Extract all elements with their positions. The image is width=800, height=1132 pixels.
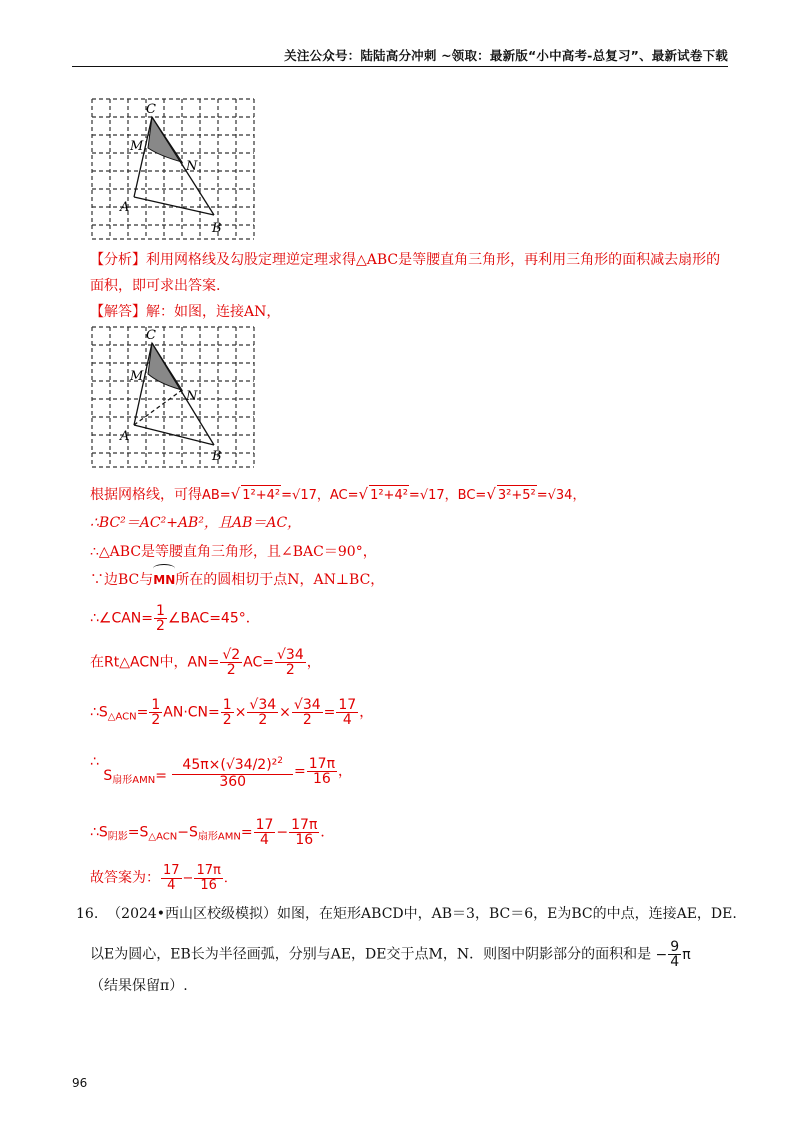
- answer-tag: 【解答】: [90, 304, 146, 320]
- geometry-figure-1: [90, 96, 260, 242]
- page-header: 关注公众号：陆陆高分冲刺 ~领取：最新版“小中高考-总复习”、最新试卷下载: [284, 48, 728, 63]
- label-N: N: [186, 159, 198, 174]
- step-2: ∴BC²＝AC²+AB²，且AB＝AC，: [90, 515, 302, 531]
- step-6: 在Rt△ACN中，AN= $\frac{√2}{2}$ AC= $\frac{√34}{2}$ ，: [90, 647, 321, 678]
- label-B: B: [212, 221, 222, 236]
- label-C: C: [146, 102, 156, 117]
- geometry-figure-2: [90, 324, 260, 470]
- question-16-line-1: 16. （2024•西山区校级模拟）如图，在矩形ABCD中，AB＝3，BC＝6，E为BC的中点，连接AE，DE.: [76, 906, 737, 922]
- step-9: $\therefore S_{阴影}=S_{\triangle ACN}-S_{扇形AMN}=$ $\frac{17}{4}$ − $\frac{17\pi}{16}$ ．: [90, 817, 335, 848]
- final-answer: 故答案为： $\frac{17}{4}$ − $\frac{17\pi}{16}$ ．: [90, 863, 237, 893]
- step-4: ∵边BC与 MN所在的圆相切于点N，AN⊥BC，: [90, 570, 384, 590]
- question-16-line-2: 以E为圆心，EB长为半径画弧，分别与AE，DE交于点M，N．则图中阴影部分的面积和是 − $\frac{9}{4}$ π: [90, 939, 691, 970]
- question-16-line-3: （结果保留π）.: [90, 978, 188, 994]
- label-A: A: [120, 200, 130, 215]
- step-8: ∴ $S_{扇形AMN}=$ $\frac{45\pi\times(√34/2)^2^2}{360}$ = $\frac{17\pi}{16}$ ，: [90, 754, 352, 790]
- question-16-answer: − $\frac{9}{4}$ π: [655, 939, 691, 970]
- step-5: ∴∠CAN= $\frac{1}{2}$ ∠BAC=45°．: [90, 603, 260, 634]
- step-3: ∴△ABC是等腰直角三角形，且∠BAC＝90°，: [90, 544, 377, 560]
- label-M: M: [130, 369, 144, 384]
- step-1: 根据网格线，可得AB=√ 1²+4²=√17，AC=√ 1²+4²=√17，BC=√ 3²+5²=√34，: [90, 484, 585, 506]
- question-number: 16.: [76, 906, 99, 922]
- label-B: B: [212, 449, 222, 464]
- analysis-line-2: 面积，即可求出答案.: [90, 278, 221, 294]
- analysis-tag: 【分析】: [90, 252, 146, 268]
- step-7: $\therefore S_{\triangle ACN}=$ $\frac{1}{2}$ AN·CN= $\frac{1}{2}$ × $\frac{√34}{2}$ × $\frac{√34}{2}$ = $\frac{17}{4}$ ，: [90, 697, 374, 728]
- analysis-line-1: 【分析】利用网格线及勾股定理逆定理求得△ABC是等腰直角三角形，再利用三角形的面积减去扇形的: [90, 252, 721, 268]
- answer-intro: 【解答】解：如图，连接AN，: [90, 304, 281, 320]
- label-M: M: [130, 139, 144, 154]
- label-C: C: [146, 328, 156, 343]
- header-divider: [72, 66, 728, 67]
- label-A: A: [120, 429, 130, 444]
- label-N: N: [186, 389, 198, 404]
- page-number: 96: [72, 1076, 88, 1090]
